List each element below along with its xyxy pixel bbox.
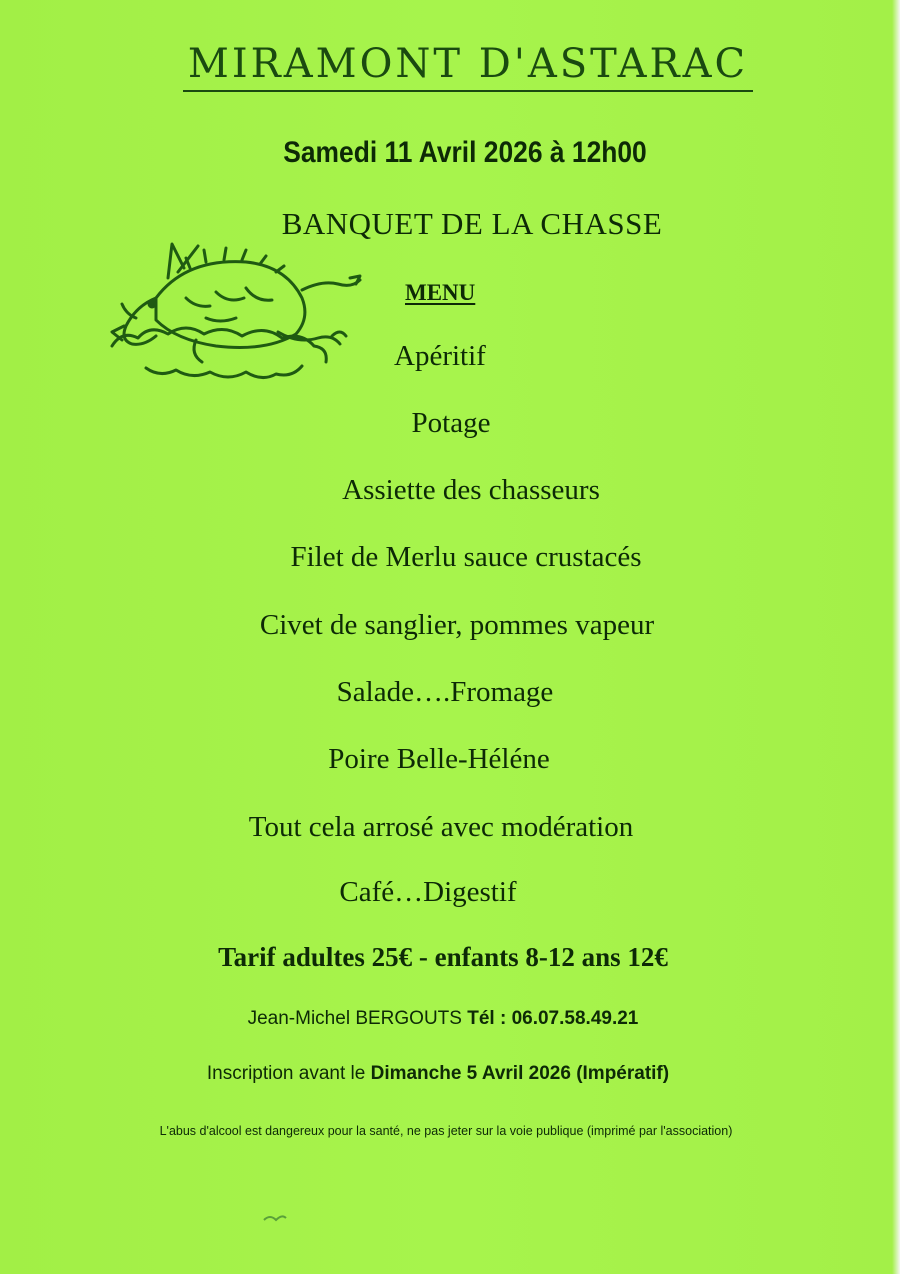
menu-heading: MENU	[405, 280, 476, 305]
menu-item-assiette: Assiette des chasseurs	[342, 474, 600, 506]
legal-notice: L'abus d'alcool est dangereux pour la santé, ne pas jeter sur la voie publique (imprimé par l'association)	[159, 1124, 733, 1138]
registration-deadline: Dimanche 5 Avril 2026	[370, 1063, 571, 1084]
contact-name: Jean-Michel BERGOUTS	[247, 1008, 462, 1029]
registration-text: Inscription avant le	[206, 1063, 366, 1084]
event-name: BANQUET DE LA CHASSE	[281, 206, 663, 241]
menu-item-cafe: Café…Digestif	[339, 876, 517, 908]
menu-item-aperitif: Apéritif	[394, 340, 486, 372]
registration-info	[0, 1063, 876, 1085]
phone-label: Tél :	[467, 1008, 507, 1029]
menu-item-civet: Civet de sanglier, pommes vapeur	[259, 609, 655, 641]
phone-number: 06.07.58.49.21	[511, 1008, 639, 1029]
menu-item-potage: Potage	[411, 407, 491, 439]
page-title: MIRAMONT D'ASTARAC	[183, 38, 753, 92]
registration-note: (Impératif)	[576, 1063, 670, 1084]
contact-info	[0, 1008, 886, 1030]
print-smudge	[262, 1212, 288, 1224]
menu-item-merlu: Filet de Merlu sauce crustacés	[290, 541, 642, 573]
menu-item-salade: Salade….Fromage	[336, 676, 554, 708]
menu-item-arrose: Tout cela arrosé avec modération	[248, 811, 634, 843]
page-edge	[892, 0, 900, 1274]
wild-boar-illustration	[106, 228, 368, 382]
price-info: Tarif adultes 25€ - enfants 8-12 ans 12€	[218, 942, 668, 972]
event-date: Samedi 11 Avril 2026 à 12h00	[283, 136, 647, 169]
menu-item-poire: Poire Belle-Héléne	[328, 743, 550, 775]
